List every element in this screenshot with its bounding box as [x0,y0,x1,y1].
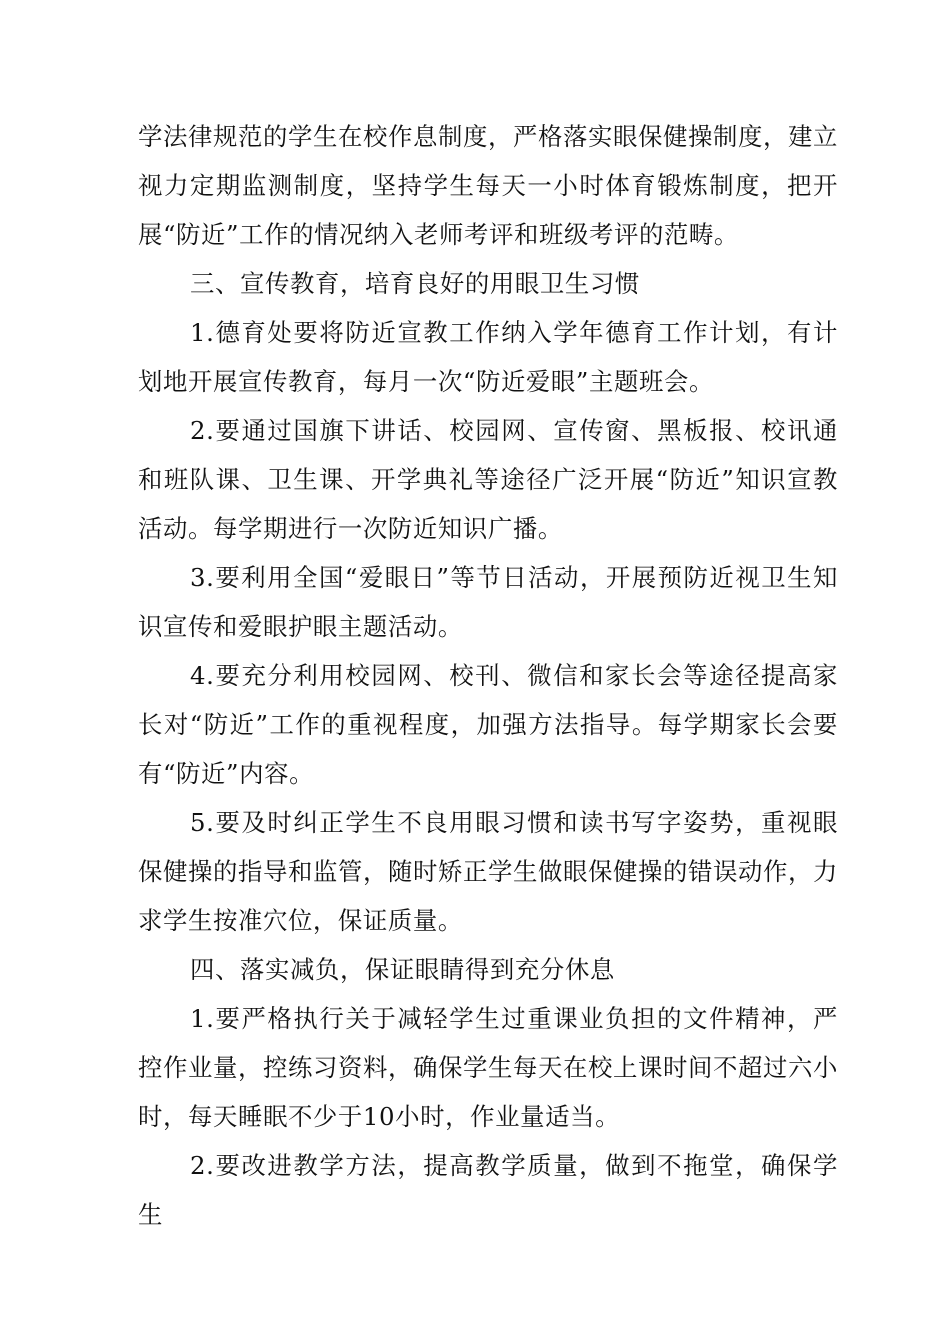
list-item-3-2: 2.要通过国旗下讲话、校园网、宣传窗、黑板报、校讯通和班队课、卫生课、开学典礼等途径广泛开展“防近”知识宣教活动。每学期进行一次防近知识广播。 [138,416,838,543]
section-heading-3: 三、宣传教育，培育良好的用眼卫生习惯 [190,269,640,298]
paragraph-continuation: 学法律规范的学生在校作息制度，严格落实眼保健操制度，建立视力定期监测制度，坚持学生每天一小时体育锻炼制度，把开展“防近”工作的情况纳入老师考评和班级考评的范畴。 [138,122,838,249]
document-body [138,112,838,1239]
list-item-4-2: 2.要改进教学方法，提高教学质量，做到不拖堂，确保学生 [138,1151,838,1229]
section-heading-4: 四、落实减负，保证眼睛得到充分休息 [190,955,615,984]
list-item-3-3: 3.要利用全国“爱眼日”等节日活动，开展预防近视卫生知识宣传和爱眼护眼主题活动。 [138,563,838,641]
list-item-3-4: 4.要充分利用校园网、校刊、微信和家长会等途径提高家长对“防近”工作的重视程度，加强方法指导。每学期家长会要有“防近”内容。 [138,661,838,788]
list-item-3-1: 1.德育处要将防近宣教工作纳入学年德育工作计划，有计划地开展宣传教育，每月一次“防近爱眼”主题班会。 [138,318,838,396]
list-item-4-1: 1.要严格执行关于减轻学生过重课业负担的文件精神，严控作业量，控练习资料，确保学生每天在校上课时间不超过六小时，每天睡眠不少于10小时，作业量适当。 [138,1004,838,1131]
list-item-3-5: 5.要及时纠正学生不良用眼习惯和读书写字姿势，重视眼保健操的指导和监管，随时矫正学生做眼保健操的错误动作，力求学生按准穴位，保证质量。 [138,808,838,935]
